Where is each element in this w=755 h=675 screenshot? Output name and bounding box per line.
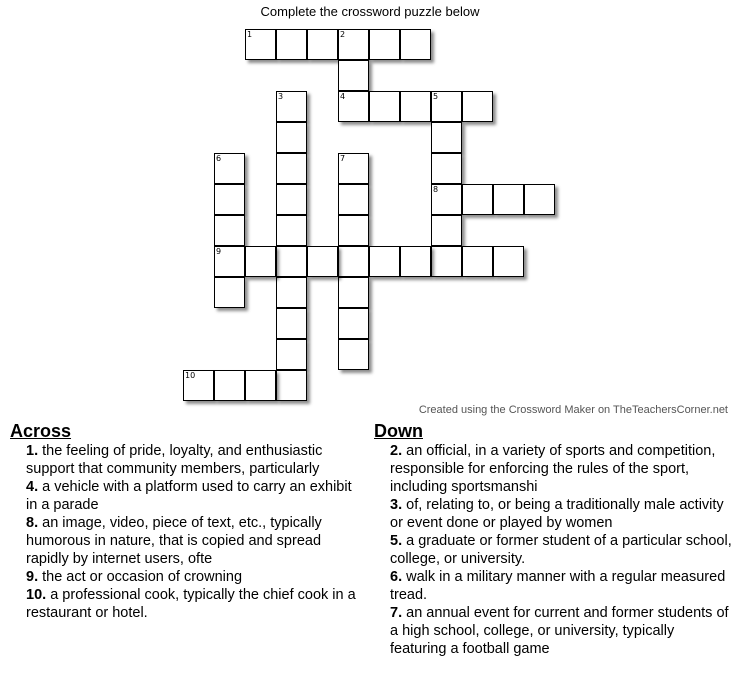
grid-cell[interactable] [462,246,493,277]
grid-cell[interactable] [369,246,400,277]
grid-cell[interactable] [338,29,369,60]
grid-cell[interactable] [214,370,245,401]
clue-down-7: 7. an annual event for current and former students of a high school, college, or university, typically featuring a football game [390,605,729,657]
grid-cell[interactable] [338,91,369,122]
clue-down-3: 3. of, relating to, or being a traditionally male activity or event done or played by women [390,497,724,531]
grid-cell[interactable] [400,29,431,60]
grid-cell[interactable] [431,215,462,246]
grid-cell[interactable] [338,153,369,184]
grid-cell[interactable] [431,153,462,184]
grid-cell[interactable] [276,153,307,184]
cell-number: 7 [340,154,346,163]
grid-cell[interactable] [338,246,369,277]
cell-number: 6 [216,154,222,163]
grid-cell[interactable] [276,29,307,60]
grid-cell[interactable] [276,122,307,153]
grid-cell[interactable] [431,246,462,277]
grid-cell[interactable] [276,308,307,339]
grid-cell[interactable] [183,370,214,401]
cell-number: 2 [340,30,346,39]
grid-cell[interactable] [276,184,307,215]
grid-cell[interactable] [462,91,493,122]
cell-number: 5 [433,92,439,101]
grid-cell[interactable] [276,246,307,277]
grid-cell[interactable] [245,246,276,277]
grid-cell[interactable] [493,246,524,277]
across-clues [10,420,365,622]
cell-number: 8 [433,185,439,194]
grid-cell[interactable] [338,277,369,308]
clue-across-10: 10. a professional cook, typically the chief cook in a restaurant or hotel. [26,587,356,621]
cell-number: 10 [185,371,196,380]
grid-cell[interactable] [338,339,369,370]
grid-cell[interactable] [245,370,276,401]
grid-cell[interactable] [338,308,369,339]
cell-number: 3 [278,92,284,101]
clue-down-5: 5. a graduate or former student of a particular school, college, or university. [390,533,732,567]
grid-cell[interactable] [214,184,245,215]
grid-cell[interactable] [214,153,245,184]
clue-down-2: 2. an official, in a variety of sports and competition, responsible for enforcing the rules of the sport, including sportsmanshi [390,443,716,495]
grid-cell[interactable] [431,122,462,153]
clue-across-9: 9. the act or occasion of crowning [26,569,243,585]
grid-cell[interactable] [245,29,276,60]
grid-cell[interactable] [524,184,555,215]
down-heading: Down [374,421,423,441]
grid-cell[interactable] [214,215,245,246]
grid-cell[interactable] [431,91,462,122]
grid-cell[interactable] [338,184,369,215]
cell-number: 9 [216,247,222,256]
cell-number: 1 [247,30,253,39]
grid-cell[interactable] [276,339,307,370]
grid-cell[interactable] [307,246,338,277]
clue-across-4: 4. a vehicle with a platform used to carry an exhibit in a parade [26,479,352,513]
grid-cell[interactable] [276,91,307,122]
clue-across-1: 1. the feeling of pride, loyalty, and enthusiastic support that community members, particularly [26,443,323,477]
grid-cell[interactable] [369,91,400,122]
grid-cell[interactable] [369,29,400,60]
grid-cell[interactable] [338,60,369,91]
grid-cell[interactable] [493,184,524,215]
down-clues [374,420,734,658]
grid-cell[interactable] [400,246,431,277]
grid-cell[interactable] [214,246,245,277]
clue-down-6: 6. walk in a military manner with a regular measured tread. [390,569,726,603]
puzzle-title: Complete the crossword puzzle below [260,4,480,19]
grid-cell[interactable] [214,277,245,308]
grid-cell[interactable] [276,215,307,246]
cell-number: 4 [340,92,346,101]
across-heading: Across [10,421,72,441]
grid-cell[interactable] [276,277,307,308]
clue-across-8: 8. an image, video, piece of text, etc., typically humorous in nature, that is copied and spread rapidly by internet users, ofte [26,515,322,567]
grid-cell[interactable] [400,91,431,122]
credit-line: Created using the Crossword Maker on TheTeachersCorner.net [418,404,728,416]
grid-cell[interactable] [431,184,462,215]
grid-cell[interactable] [276,370,307,401]
grid-cell[interactable] [307,29,338,60]
grid-cell[interactable] [338,215,369,246]
grid-cell[interactable] [462,184,493,215]
